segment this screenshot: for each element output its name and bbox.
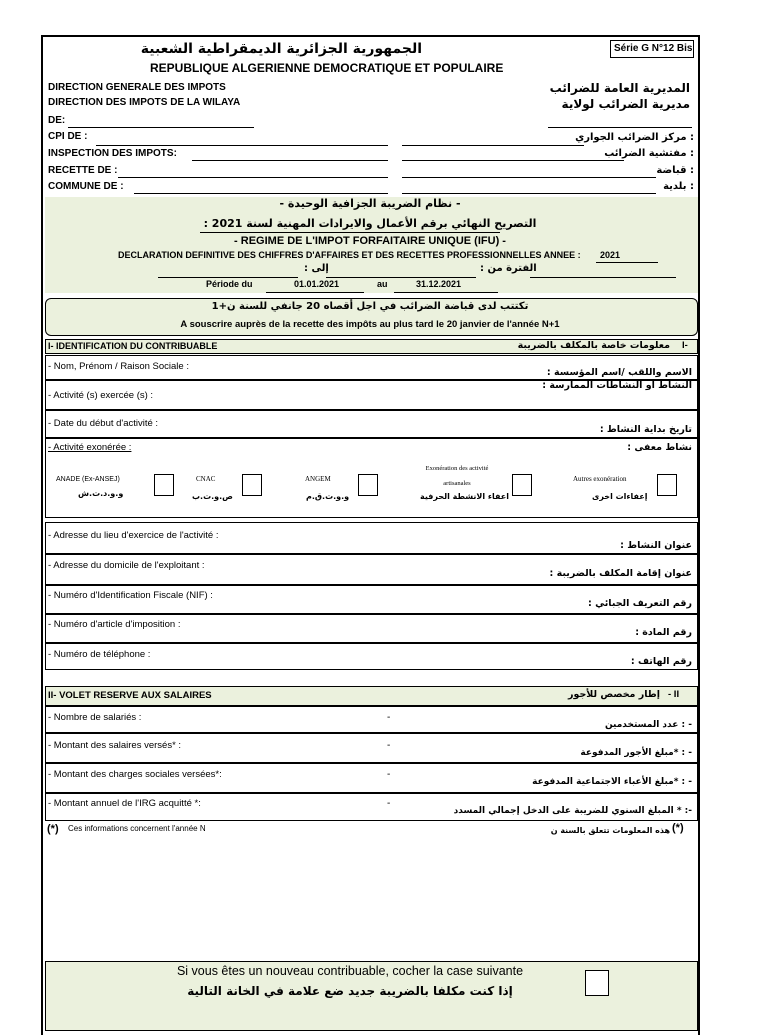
french-republic: REPUBLIQUE ALGERIENNE DEMOCRATIQUE ET POPULAIRE: [150, 61, 504, 75]
salary-label-ar: - : *مبلغ الأجور المدفوعة: [580, 748, 692, 758]
new-taxpayer-ar: إذا كنت مكلفا بالضريبة جديد ضع علامة في الخانة التالية: [187, 984, 513, 998]
salary-label-ar: - : *مبلغ الأعباء الاجتماعية المدفوعة: [532, 777, 692, 787]
exo-option-ar: اعفاء الانشطة الحرفية: [420, 492, 509, 501]
cpi-ar: : مركز الضرائب الجواري: [575, 132, 694, 143]
salary-label-fr: - Nombre de salariés :: [48, 712, 142, 723]
exo-checkbox-artisanal[interactable]: [512, 474, 532, 496]
field-label-fr: - Numéro d'article d'imposition :: [48, 619, 181, 630]
recette-line[interactable]: [118, 177, 388, 178]
diw-fr: DIRECTION DES IMPOTS DE LA WILAYA: [48, 97, 241, 108]
insp-line[interactable]: [192, 160, 388, 161]
regime-ar-decl-line: [200, 232, 500, 233]
regime-year-line: [596, 262, 658, 263]
exo-label-fr: - Activité exonérée :: [48, 442, 132, 453]
arabic-republic: الجمهورية الجزائرية الديمقراطية الشعبية: [140, 41, 422, 57]
section1-title-ar: معلومات خاصة بالمكلف بالضريبة: [517, 340, 670, 351]
exo-checkbox-angem[interactable]: [358, 474, 378, 496]
de-ar-line: [548, 127, 692, 128]
insp-ar-line[interactable]: [402, 160, 624, 161]
cpi-line[interactable]: [96, 145, 388, 146]
salary-label-fr: - Montant des charges sociales versées*:: [48, 769, 222, 780]
salary-label-fr: - Montant des salaires versés* :: [48, 740, 182, 751]
cpi-fr: CPI DE :: [48, 131, 88, 142]
date-to: 31.12.2021: [416, 279, 462, 289]
salary-dash: -: [387, 769, 391, 780]
exo-option-ar: و.و.ت.ق.م: [306, 492, 350, 501]
exo-option-ar: و.و.د.ت.ش: [78, 489, 124, 498]
cpi-ar-line[interactable]: [402, 145, 584, 146]
section2-title-num: - II: [668, 689, 680, 700]
exo-checkbox-other[interactable]: [657, 474, 677, 496]
exo-option-fr: CNAC: [196, 475, 216, 483]
exo-checkbox-cnac[interactable]: [242, 474, 262, 496]
field-label-fr: - Date du début d'activité :: [48, 418, 159, 429]
dgi-ar: المديرية العامة للضرائب: [549, 81, 690, 95]
de-line: [68, 127, 254, 128]
field-label-ar: تاريخ بداية النشاط :: [599, 424, 692, 435]
salary-label-ar: - : عدد المستخدمين: [604, 720, 692, 730]
new-taxpayer-checkbox[interactable]: [585, 970, 609, 996]
note-fr: Ces informations concernent l'année N: [68, 824, 206, 833]
field-label-ar: رقم التعريف الجبائي :: [587, 598, 692, 609]
notice-ar: تكتتب لدى قباضة الضرائب في اجل أقصاه 20 جانفي للسنة ن+1: [211, 301, 529, 312]
de-fr: DE:: [48, 115, 66, 126]
regime-fr: - REGIME DE L'IMPOT FORFAITAIRE UNIQUE (IFU) -: [234, 235, 506, 247]
exo-label-ar: نشاط معفى :: [627, 442, 692, 453]
regime-ar-decl: التصريح النهائي برقم الأعمال والايرادات المهنية لسنة 2021 :: [203, 217, 537, 230]
new-taxpayer-fr: Si vous êtes un nouveau contribuable, cocher la case suivante: [176, 964, 524, 978]
insp-ar: : مفتشية الضرائب: [604, 148, 694, 159]
note-ar: هذه المعلومات تتعلق بالسنة ن: [550, 826, 670, 835]
commune-ar-line[interactable]: [402, 193, 656, 194]
salary-label-ar: -: * المبلغ السنوي للضريبة على الدخل إجمالي المسدد: [453, 806, 692, 816]
serie-label: Série G N°12 Bis: [614, 43, 693, 54]
regime-from-line-3: [530, 277, 676, 278]
exo-option-fr: Autres exonération: [573, 475, 627, 483]
field-label-ar: النشاط او النشاطات الممارسة :: [542, 380, 692, 391]
commune-fr: COMMUNE DE :: [48, 181, 124, 192]
exo-option-fr: ANADE (Ex-ANSEJ): [56, 476, 120, 483]
salary-label-fr: - Montant annuel de l'IRG acquitté *:: [48, 798, 201, 809]
exo-checkbox-anade[interactable]: [154, 474, 174, 496]
date-to-line: [394, 292, 498, 293]
field-label-ar: رقم الهاتف :: [630, 656, 692, 667]
commune-line[interactable]: [134, 193, 388, 194]
field-label-fr: - Nom, Prénom / Raison Sociale :: [48, 361, 189, 372]
recette-ar-line[interactable]: [402, 177, 656, 178]
regime-ar-title: - نظام الضريبة الجزافية الوحيدة -: [279, 197, 461, 210]
salary-dash: -: [387, 798, 391, 809]
periode-label: Période du: [206, 279, 253, 289]
notice-fr: A souscrire auprès de la recette des impôts au plus tard le 20 janvier de l'année N+1: [180, 319, 560, 330]
field-label-fr: - Numéro d'Identification Fiscale (NIF) :: [48, 590, 213, 601]
exo-option-fr: ANGEM: [305, 475, 331, 483]
note-star-left: (*): [47, 823, 59, 835]
field-label-ar: رقم المادة :: [635, 627, 692, 638]
section1-title-fr: I- IDENTIFICATION DU CONTRIBUABLE: [48, 341, 218, 351]
salary-dash: -: [387, 740, 391, 751]
date-from-line: [266, 292, 364, 293]
field-label-fr: - Activité (s) exercée (s) :: [48, 390, 154, 401]
salary-dash: -: [387, 712, 391, 723]
dgi-fr: DIRECTION GENERALE DES IMPOTS: [48, 82, 226, 93]
recette-ar: : قباضة: [656, 165, 694, 176]
commune-ar: : بلدية: [663, 181, 694, 192]
exo-option-ar: إعفاءات اخرى: [592, 492, 648, 501]
section1-title-num: I-: [682, 340, 688, 351]
regime-from-line-1: [158, 277, 298, 278]
section2-title-ar: إطار مخصص للأجور: [568, 689, 660, 700]
date-from: 01.01.2021: [294, 279, 340, 289]
recette-fr: RECETTE DE :: [48, 165, 118, 176]
exo-option-fr: Exonération des activité artisanales: [425, 465, 489, 487]
field-label-fr: - Numéro de téléphone :: [48, 649, 151, 660]
note-star-right: (*): [672, 822, 684, 834]
field-label-fr: - Adresse du domicile de l'exploitant :: [48, 560, 205, 571]
field-label-ar: عنوان إقامة المكلف بالضريبة :: [549, 568, 692, 579]
section2-title-fr: II- VOLET RESERVE AUX SALAIRES: [48, 690, 212, 701]
diw-ar: مديرية الضرائب لولاية: [561, 97, 690, 111]
insp-fr: INSPECTION DES IMPOTS:: [48, 148, 177, 159]
au-label: au: [377, 279, 388, 289]
field-label-ar: عنوان النشاط :: [620, 540, 692, 551]
regime-from-line-2: [326, 277, 476, 278]
regime-ar-from: الفترة من :: [480, 263, 537, 274]
regime-year: 2021: [600, 250, 621, 260]
regime-ar-to: إلى :: [304, 263, 329, 274]
regime-fr-decl: DECLARATION DEFINITIVE DES CHIFFRES D'AFFAIRES ET DES RECETTES PROFESSIONNELLES ANNEE :: [118, 250, 581, 260]
field-label-fr: - Adresse du lieu d'exercice de l'activité :: [48, 530, 219, 541]
field-label-ar: الاسم واللقب /اسم المؤسسة :: [546, 367, 692, 378]
exo-option-ar: ص.و.ت.ب: [192, 492, 233, 501]
